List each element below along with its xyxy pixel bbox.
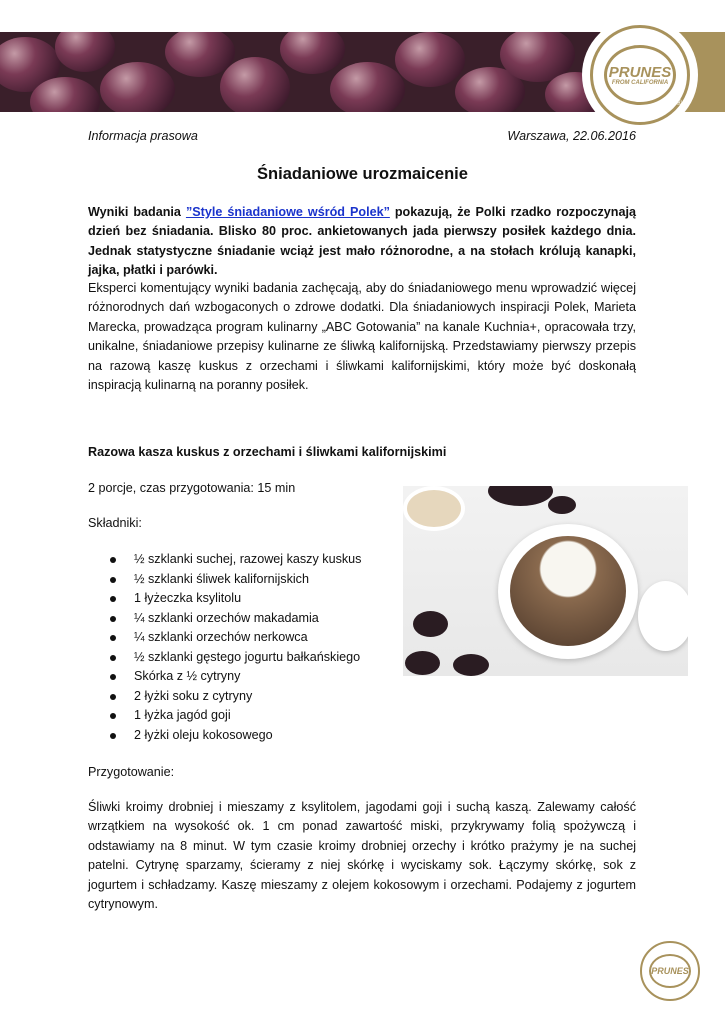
preparation-label: Przygotowanie: [88,765,175,779]
list-item: 2 łyżki soku z cytryny [110,687,361,707]
list-item: ¼ szklanki orzechów makadamia [110,609,361,629]
list-item: 2 łyżki oleju kokosowego [110,726,361,746]
logo-subtext: FROM CALIFORNIA [611,79,669,86]
list-item: 1 łyżeczka ksylitolu [110,589,361,609]
list-item: 1 łyżka jagód goji [110,706,361,726]
recipe-photo [403,486,688,676]
list-item: ½ szklanki gęstego jogurtu bałkańskiego [110,648,361,668]
prunes-logo [582,17,698,133]
plums-photo [0,32,600,112]
intro-paragraph: Eksperci komentujący wyniki badania zachęcają, aby do śniadaniowego menu wprowadzić więcej różnorodnych dań wzbogaconych o zdrowe dodatki. Dla śniadaniowych inspiracji Polek, Marieta Marecka, prowadząca program kulinarny „ABC Gotowania” na kanale Kuchnia+, opracowała trzy, unikalne, śniadaniowe przepisy kulinarne ze śliwką kalifornijską. Przedstawiamy pierwszy przepis na razową kaszę kuskus z orzechami i śliwkami kalifornijskimi, który może być doskonałą inspiracją kulinarną na poranny posiłek. [88,281,636,393]
page-title: Śniadaniowe urozmaicenie [257,165,468,183]
ingredients-list [110,550,361,745]
list-item: ¼ szklanki orzechów nerkowca [110,628,361,648]
recipe-servings: 2 porcje, czas przygotowania: 15 min [88,481,296,495]
ingredients-label: Składniki: [88,516,142,530]
recipe-title: Razowa kasza kuskus z orzechami i śliwkami kalifornijskimi [88,445,447,459]
list-item: Skórka z ½ cytryny [110,667,361,687]
lead-post: pokazują, że Polki rzadko rozpoczynają dzień bez śniadania. Blisko 80 proc. ankietowanych jada pierwszy posiłek każdego dnia. Jednak statystyczne śniadanie wciąż jest mało różnorodne, a na stołach królują kanapki, jajka, płatki i parówki. [88,205,636,278]
survey-link[interactable]: ”Style śniadaniowe wśród Polek” [185,205,390,219]
press-meta [88,127,636,146]
footer-logo [640,941,700,1001]
lead-pre: Wyniki badania [88,205,186,219]
list-item: ½ szklanki suchej, razowej kaszy kuskus [110,550,361,570]
registered-mark: ® [676,98,682,107]
logo-text: PRUNES [608,63,672,81]
press-date: Warszawa, 22.06.2016 [507,129,636,143]
press-label: Informacja prasowa [88,129,198,143]
list-item: ½ szklanki śliwek kalifornijskich [110,570,361,590]
footer-logo-text: PRUNES [649,954,691,988]
lead-paragraph [88,203,636,281]
preparation-text: Śliwki kroimy drobniej i mieszamy z ksylitolem, jagodami goji i suchą kaszą. Zalewamy całość wrzątkiem na wysokość ok. 1 cm ponad zawartość miski, przykrywamy folią spożywczą i odstawiamy na 8 minut. W tym czasie kroimy drobniej orzechy i krótko prażymy je na suchej patelni. Cytrynę sparzamy, ścieramy z niej skórkę i wyciskamy sok. Łączymy skórkę, sok z jogurtem i schładzamy. Kaszę mieszamy z olejem kokosowym i orzechami. Podajemy z jogurtem cytrynowym. [88,800,636,912]
